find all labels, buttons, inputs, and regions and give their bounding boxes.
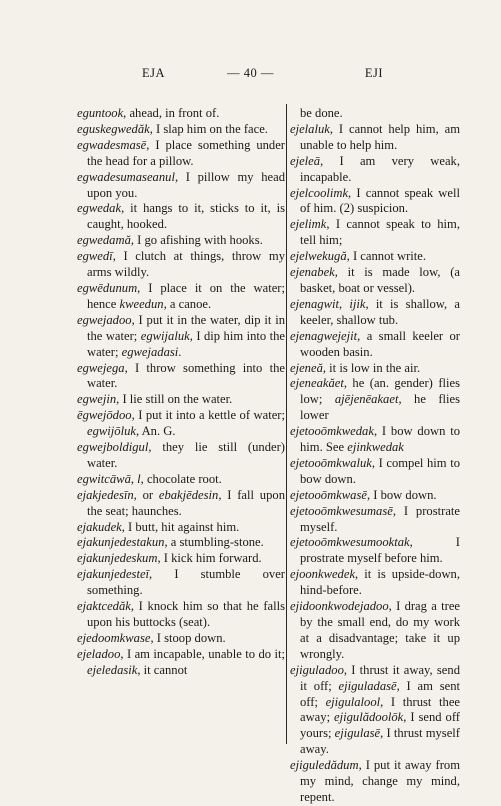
entry-headword: ejeleā xyxy=(290,153,321,168)
right-column xyxy=(290,106,460,806)
entry-text: , I cannot speak well of him. (2) suspicion. xyxy=(300,185,460,216)
entry-headword: egwejadoo xyxy=(77,312,132,327)
entry-text: , he flies lower xyxy=(300,392,460,423)
entry-text: , chocolate root. xyxy=(140,471,222,486)
entry-headword: ejenabek xyxy=(290,265,335,280)
entry-headword: ejeledasik xyxy=(87,662,138,677)
entry-headword: egwēdunum xyxy=(77,280,138,295)
entry-text: , I cannot speak to him, tell him; xyxy=(300,217,460,248)
entry-headword: ejetooōmkwasē xyxy=(290,487,367,502)
entry-headword: ejeneă xyxy=(290,360,323,375)
entry-headword: ajējenēakaet xyxy=(334,392,399,407)
entry-headword: egwejega xyxy=(77,360,125,375)
dictionary-entry xyxy=(290,249,460,265)
entry-text: , I throw something into the water. xyxy=(87,360,285,391)
entry-headword: kweedun xyxy=(119,296,164,311)
entry-text: , I thrust thee away; xyxy=(300,694,461,725)
entry-headword: ijik xyxy=(349,296,366,311)
running-header xyxy=(70,66,431,86)
entry-text: , or xyxy=(133,487,159,502)
entry-text: , I fall upon the seat; haunches. xyxy=(87,487,285,518)
entry-headword: ejetooōmkwedak xyxy=(290,424,374,439)
entry-headword: egwitcāwā xyxy=(77,471,131,486)
entry-text: , I butt, hit against him. xyxy=(121,519,240,534)
dictionary-entry xyxy=(290,361,460,377)
entry-headword: ejaktcedăk xyxy=(77,599,131,614)
dictionary-entry xyxy=(77,281,285,313)
entry-headword: ejinkwedak xyxy=(347,440,404,455)
dictionary-entry xyxy=(77,567,285,599)
dictionary-entry xyxy=(290,376,460,424)
entry-text: , I cannot help him, am unable to help him. xyxy=(300,121,460,152)
entry-headword: egwejadasi xyxy=(121,344,179,359)
dictionary-entry xyxy=(290,297,460,329)
entry-text: , it is shallow, a keeler, shallow tub. xyxy=(300,296,460,327)
entry-headword: ejiguladasē xyxy=(338,678,397,693)
entry-headword: egwijaluk xyxy=(140,328,190,343)
column-divider xyxy=(286,104,287,744)
entry-headword: ejigulădoolōk xyxy=(334,710,404,725)
entry-headword: ejelimk xyxy=(290,217,327,232)
entry-headword: egwijōluk xyxy=(87,424,136,439)
entry-text: , I lie still on the water. xyxy=(116,392,233,407)
dictionary-entry xyxy=(77,408,285,440)
entry-headword: ejiguledădum xyxy=(290,758,359,773)
entry-text: , xyxy=(130,471,138,486)
dictionary-entry xyxy=(77,249,285,281)
entry-headword: ejenagwit xyxy=(290,296,339,311)
dictionary-entry xyxy=(77,106,285,122)
left-column xyxy=(77,106,285,679)
dictionary-entry xyxy=(77,631,285,647)
dictionary-entry xyxy=(77,520,285,536)
entry-text: . xyxy=(178,344,182,359)
entry-text: , I compel him to bow down. xyxy=(300,455,460,486)
entry-headword: eguskegwedăk xyxy=(77,121,150,136)
entry-headword: eguntook xyxy=(77,106,124,120)
dictionary-entry xyxy=(77,647,285,679)
entry-text: , I thrust myself away. xyxy=(300,726,460,757)
dictionary-entry xyxy=(77,138,285,170)
dictionary-entry xyxy=(290,106,460,122)
entry-text: be done. xyxy=(300,106,343,120)
entry-text: , it cannot xyxy=(137,662,188,677)
dictionary-entry xyxy=(290,663,460,758)
entry-text: , I am incapable, unable to do it; xyxy=(120,646,285,661)
dictionary-entry xyxy=(290,265,460,297)
entry-headword: ejakunjedestakun xyxy=(77,535,165,550)
entry-headword: ejetooōmkwesumasē xyxy=(290,503,393,518)
entry-headword: ejakudek xyxy=(77,519,122,534)
entry-headword: ejidoonkwodejadoo xyxy=(290,599,389,614)
entry-text: , I place something under the head for a pillow. xyxy=(87,137,285,168)
entry-text: , I bow down. xyxy=(366,487,437,502)
dictionary-entry xyxy=(77,535,285,551)
dictionary-entry xyxy=(290,504,460,536)
dictionary-entry xyxy=(290,217,460,249)
entry-text: , I am very weak, incapable. xyxy=(300,153,460,184)
entry-headword: egwejin xyxy=(77,392,117,407)
entry-headword: ejakjedesīn xyxy=(77,487,134,502)
entry-headword: ejigulalool xyxy=(325,694,381,709)
entry-text: , I kick him forward. xyxy=(157,551,262,566)
entry-text: , I drag a tree by the small end, do my work at a disadvantage; take it up wrongly. xyxy=(300,599,460,661)
entry-text: , ahead, in front of. xyxy=(123,106,220,120)
entry-headword: egwedamă xyxy=(77,233,131,248)
entry-headword: egwedak xyxy=(77,201,122,216)
dictionary-entry xyxy=(77,313,285,361)
dictionary-entry xyxy=(77,201,285,233)
entry-text: , it is low in the air. xyxy=(322,360,421,375)
entry-text: , I go afishing with hooks. xyxy=(130,233,263,248)
dictionary-entry xyxy=(290,329,460,361)
entry-text: , I bow down to him. See xyxy=(300,424,460,455)
entry-headword: ejigulasē xyxy=(334,726,381,741)
header-right-guideword: EJI xyxy=(364,66,383,80)
dictionary-entry xyxy=(290,535,460,567)
dictionary-entry xyxy=(77,361,285,393)
entry-headword: ejelaluk xyxy=(290,121,330,136)
entry-text: , I place it on the water; hence xyxy=(87,280,285,311)
entry-headword: l xyxy=(137,471,141,486)
entry-headword: ejeladoo xyxy=(77,646,121,661)
entry-text: , I stoop down. xyxy=(150,630,226,645)
dictionary-entry xyxy=(290,567,460,599)
entry-headword: ejeneakăet xyxy=(290,376,344,391)
entry-text: , they lie still (under) water. xyxy=(87,440,285,470)
entry-headword: ejelwekugă xyxy=(290,249,347,264)
entry-text: , I put it away from my mind, change my mind, repent. xyxy=(300,758,460,804)
entry-headword: ejetooōmkwaluk xyxy=(290,455,372,470)
dictionary-entry xyxy=(77,599,285,631)
dictionary-entry xyxy=(77,472,285,488)
entry-text: , I send off yours; xyxy=(300,710,460,741)
entry-headword: egwadesumaseanul xyxy=(77,169,175,184)
entry-headword: ēgwejōdoo xyxy=(77,408,132,423)
entry-text: , it is made low, (a basket, boat or vessel). xyxy=(300,265,460,295)
entry-text: , I put it into a kettle of water; xyxy=(131,408,285,423)
entry-headword: ejiguladoo xyxy=(290,662,344,677)
entry-text: , a stumbling-stone. xyxy=(164,535,264,550)
entry-headword: egwedī xyxy=(77,249,113,264)
dictionary-entry xyxy=(290,122,460,154)
page-number: — 40 — xyxy=(227,66,274,80)
entry-headword: ejakunjedeskum xyxy=(77,551,158,566)
entry-headword: ejedoomkwase xyxy=(77,630,151,645)
entry-text: , it hangs to it, sticks to it, is caught, hooked. xyxy=(87,201,285,232)
dictionary-entry xyxy=(290,186,460,218)
entry-text: , I prostrate myself before him. xyxy=(300,535,460,566)
entry-headword: egwejboldigul xyxy=(77,440,149,455)
entry-text: , I am sent off; xyxy=(300,678,460,709)
entry-headword: ejelcoolimk xyxy=(290,185,349,200)
entry-text: , I pillow my head upon you. xyxy=(87,169,285,200)
entry-text: , I stumble over something. xyxy=(87,567,285,598)
entry-text: , I dip him into the water; xyxy=(87,328,285,359)
dictionary-entry xyxy=(290,424,460,456)
header-left-guideword: EJA xyxy=(142,66,166,80)
entry-headword: ejenagwejejit xyxy=(290,328,358,343)
dictionary-entry xyxy=(77,170,285,202)
entry-text: , xyxy=(338,296,350,311)
dictionary-entry xyxy=(290,154,460,186)
entry-headword: ebakjēdesin xyxy=(158,487,219,502)
entry-text: , a canoe. xyxy=(163,296,212,311)
entry-text: , it is upside-down, hind-before. xyxy=(300,567,460,598)
entry-headword: ejoonkwedek xyxy=(290,567,356,582)
dictionary-entry xyxy=(77,122,285,138)
dictionary-entry xyxy=(290,488,460,504)
dictionary-entry xyxy=(77,233,285,249)
dictionary-entry xyxy=(290,599,460,663)
entry-text: , I knock him so that he falls upon his buttocks (seat). xyxy=(87,599,285,629)
entry-text: , I clutch at things, throw my arms wildly. xyxy=(87,249,285,280)
dictionary-entry xyxy=(77,488,285,520)
dictionary-entry xyxy=(77,440,285,472)
entry-text: , An. G. xyxy=(135,424,176,439)
entry-headword: ejakunjedesteī xyxy=(77,567,150,582)
dictionary-entry xyxy=(77,551,285,567)
dictionary-entry xyxy=(290,456,460,488)
entry-text: , I prostrate myself. xyxy=(300,503,460,534)
entry-headword: egwadesmasē xyxy=(77,137,147,152)
dictionary-entry xyxy=(77,392,285,408)
entry-text: , he (an. gender) flies low; xyxy=(300,376,460,407)
entry-text: , I put it in the water, dip it in the water; xyxy=(87,312,285,343)
entry-text: , I cannot write. xyxy=(346,249,427,264)
entry-text: , I thrust it away, send it off; xyxy=(300,662,460,693)
entry-text: , I slap him on the face. xyxy=(149,121,268,136)
entry-text: , a small keeler or wooden basin. xyxy=(300,328,460,359)
dictionary-entry xyxy=(290,758,460,806)
entry-headword: ejetooōmkwesumooktak xyxy=(290,535,410,550)
